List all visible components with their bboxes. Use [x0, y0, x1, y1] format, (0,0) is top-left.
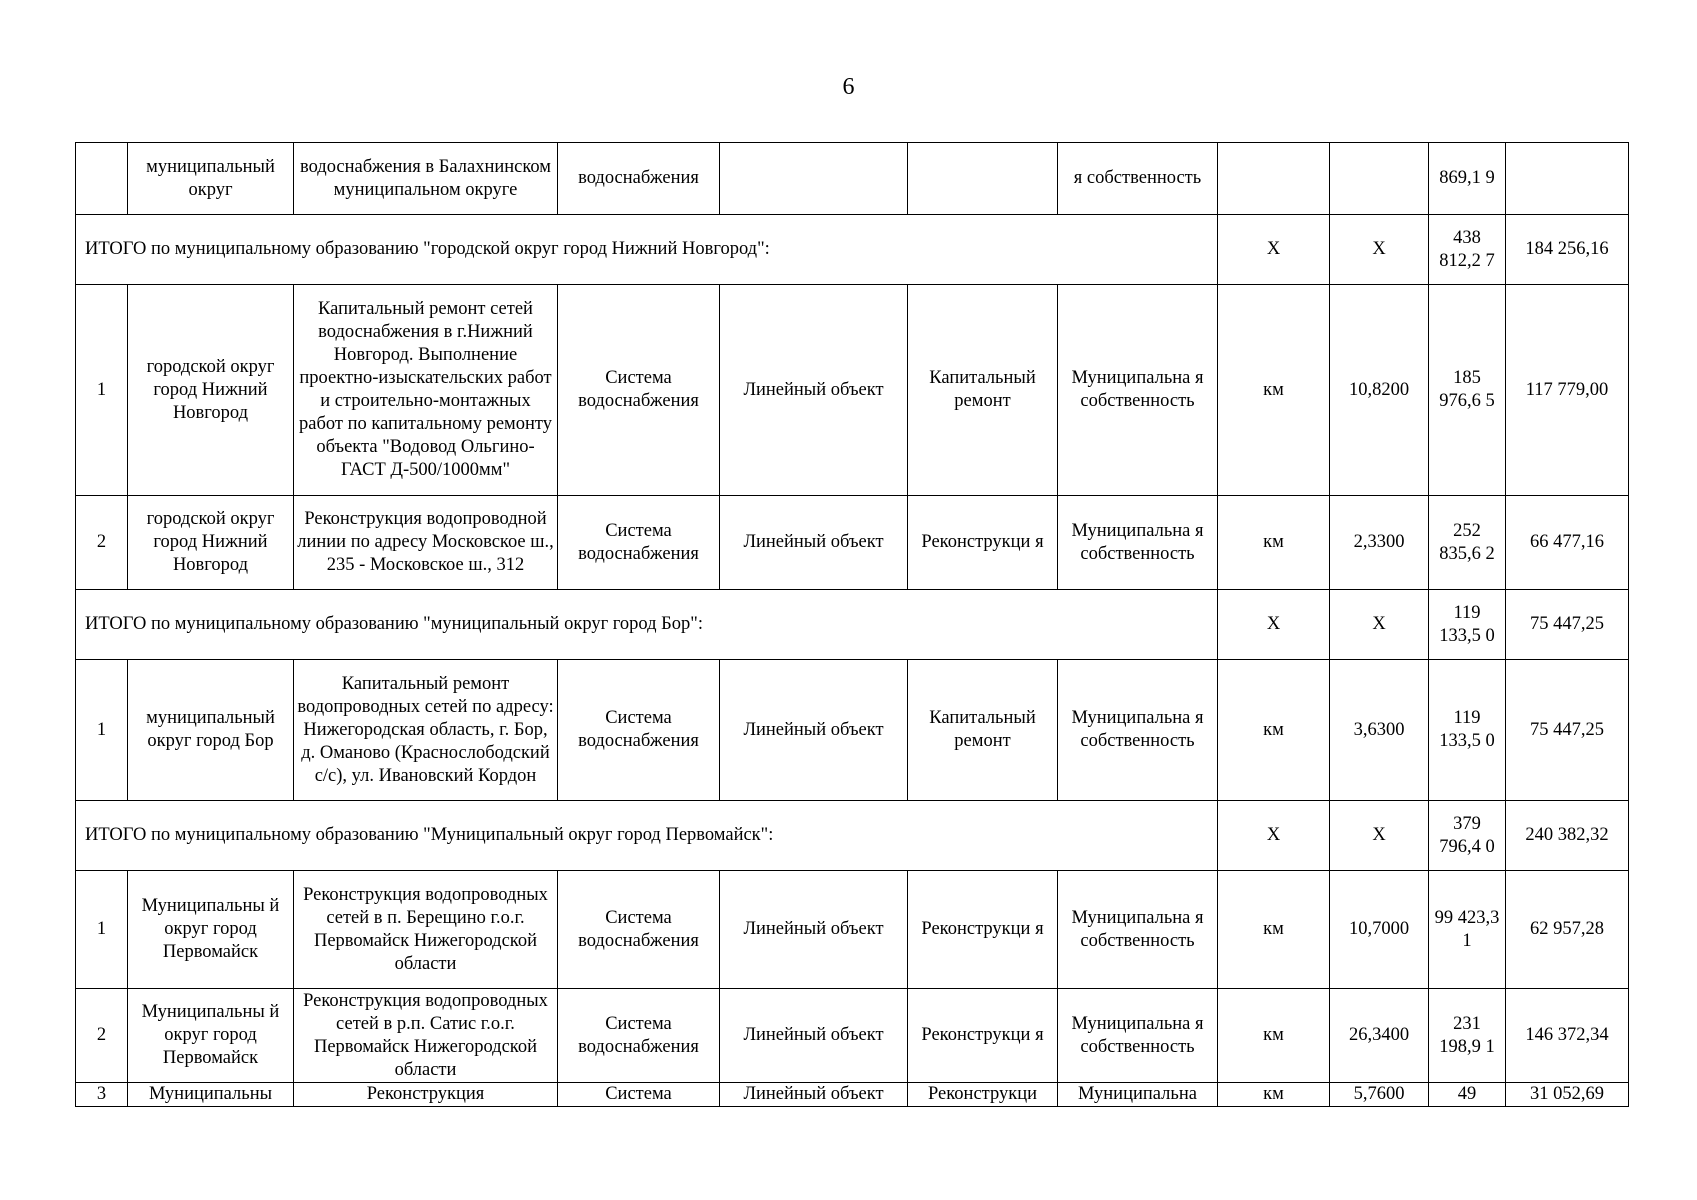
table-row	[76, 871, 1629, 989]
table-row	[76, 989, 1629, 1083]
investment-table	[75, 142, 1629, 1107]
summary-label: ИТОГО по муниципальному образованию "Муниципальный округ город Первомайск":	[76, 801, 1218, 871]
ownership-cell: Муниципальна я собственность	[1058, 496, 1218, 590]
object-type-cell: Линейный объект	[720, 496, 908, 590]
funding-cell: 146 372,34	[1506, 989, 1629, 1083]
object-name-cell: Капитальный ремонт водопроводных сетей по адресу: Нижегородская область, г. Бор, д. Оманово (Краснослободский с/с), ул. Ивановский Кордон	[294, 660, 558, 801]
funding-cell: 117 779,00	[1506, 285, 1629, 496]
ownership-cell: Муниципальна я собственность	[1058, 660, 1218, 801]
ownership-cell: Муниципальна я собственность	[1058, 285, 1218, 496]
quantity-cell: 5,7600	[1330, 1083, 1429, 1107]
municipality-cell: Муниципальны й округ город Первомайск	[128, 989, 294, 1083]
row-number-cell: 3	[76, 1083, 128, 1107]
total-cost-cell: 869,1 9	[1429, 143, 1506, 215]
table-row	[76, 496, 1629, 590]
municipality-cell: Муниципальны	[128, 1083, 294, 1107]
object-name-cell: Реконструкция водопроводной линии по адресу Московское ш., 235 - Московское ш., 312	[294, 496, 558, 590]
summary-row	[76, 801, 1629, 871]
municipality-cell: городской округ город Нижний Новгород	[128, 285, 294, 496]
object-type-cell: Линейный объект	[720, 1083, 908, 1107]
object-type-cell: Линейный объект	[720, 989, 908, 1083]
quantity-cell: 26,3400	[1330, 989, 1429, 1083]
funding-cell: 66 477,16	[1506, 496, 1629, 590]
object-name-cell: водоснабжения в Балахнинском муниципальном округе	[294, 143, 558, 215]
funding-cell: 75 447,25	[1506, 660, 1629, 801]
unit-cell: км	[1218, 285, 1330, 496]
summary-funding-cell: 75 447,25	[1506, 590, 1629, 660]
object-name-cell: Реконструкция	[294, 1083, 558, 1107]
summary-x-cell: Х	[1218, 215, 1330, 285]
work-type-cell: Капитальный ремонт	[908, 285, 1058, 496]
summary-x-cell: Х	[1330, 590, 1429, 660]
quantity-cell	[1330, 143, 1429, 215]
system-cell: Система водоснабжения	[558, 660, 720, 801]
total-cost-cell: 49	[1429, 1083, 1506, 1107]
object-type-cell	[720, 143, 908, 215]
row-number-cell: 1	[76, 871, 128, 989]
system-cell: Система водоснабжения	[558, 871, 720, 989]
funding-cell	[1506, 143, 1629, 215]
table-row	[76, 143, 1629, 215]
row-number-cell: 1	[76, 660, 128, 801]
total-cost-cell: 185 976,6 5	[1429, 285, 1506, 496]
summary-funding-cell: 240 382,32	[1506, 801, 1629, 871]
work-type-cell: Реконструкци я	[908, 871, 1058, 989]
work-type-cell: Реконструкци я	[908, 496, 1058, 590]
work-type-cell	[908, 143, 1058, 215]
object-name-cell: Реконструкция водопроводных сетей в р.п. Сатис г.о.г. Первомайск Нижегородской области	[294, 989, 558, 1083]
quantity-cell: 2,3300	[1330, 496, 1429, 590]
ownership-cell: Муниципальна я собственность	[1058, 871, 1218, 989]
quantity-cell: 10,8200	[1330, 285, 1429, 496]
object-type-cell: Линейный объект	[720, 285, 908, 496]
object-name-cell: Капитальный ремонт сетей водоснабжения в г.Нижний Новгород. Выполнение проектно-изыскательских работ и строительно-монтажных работ по капитальному ремонту объекта "Водовод Ольгино-ГАСТ Д-500/1000мм"	[294, 285, 558, 496]
work-type-cell: Капитальный ремонт	[908, 660, 1058, 801]
summary-label: ИТОГО по муниципальному образованию "муниципальный округ город Бор":	[76, 590, 1218, 660]
ownership-cell: Муниципальна я собственность	[1058, 989, 1218, 1083]
quantity-cell: 3,6300	[1330, 660, 1429, 801]
row-number-cell: 1	[76, 285, 128, 496]
row-number-cell	[76, 143, 128, 215]
total-cost-cell: 252 835,6 2	[1429, 496, 1506, 590]
summary-total-cell: 119 133,5 0	[1429, 590, 1506, 660]
ownership-cell: Муниципальна	[1058, 1083, 1218, 1107]
row-number-cell: 2	[76, 496, 128, 590]
municipality-cell: муниципальный округ	[128, 143, 294, 215]
funding-cell: 31 052,69	[1506, 1083, 1629, 1107]
summary-funding-cell: 184 256,16	[1506, 215, 1629, 285]
summary-label: ИТОГО по муниципальному образованию "городской округ город Нижний Новгород":	[76, 215, 1218, 285]
municipality-cell: Муниципальны й округ город Первомайск	[128, 871, 294, 989]
total-cost-cell: 119 133,5 0	[1429, 660, 1506, 801]
object-name-cell: Реконструкция водопроводных сетей в п. Берещино г.о.г. Первомайск Нижегородской области	[294, 871, 558, 989]
page-number: 6	[842, 74, 855, 100]
summary-total-cell: 438 812,2 7	[1429, 215, 1506, 285]
table-row	[76, 285, 1629, 496]
table-row	[76, 1083, 1629, 1107]
total-cost-cell: 231 198,9 1	[1429, 989, 1506, 1083]
unit-cell: км	[1218, 496, 1330, 590]
work-type-cell: Реконструкци	[908, 1083, 1058, 1107]
unit-cell	[1218, 143, 1330, 215]
summary-x-cell: Х	[1330, 215, 1429, 285]
unit-cell: км	[1218, 871, 1330, 989]
summary-x-cell: Х	[1330, 801, 1429, 871]
system-cell: Система водоснабжения	[558, 496, 720, 590]
unit-cell: км	[1218, 1083, 1330, 1107]
unit-cell: км	[1218, 660, 1330, 801]
work-type-cell: Реконструкци я	[908, 989, 1058, 1083]
unit-cell: км	[1218, 989, 1330, 1083]
system-cell: Система водоснабжения	[558, 989, 720, 1083]
object-type-cell: Линейный объект	[720, 871, 908, 989]
municipality-cell: муниципальный округ город Бор	[128, 660, 294, 801]
quantity-cell: 10,7000	[1330, 871, 1429, 989]
table-row	[76, 660, 1629, 801]
object-type-cell: Линейный объект	[720, 660, 908, 801]
summary-x-cell: Х	[1218, 590, 1330, 660]
summary-x-cell: Х	[1218, 801, 1330, 871]
system-cell: Система	[558, 1083, 720, 1107]
row-number-cell: 2	[76, 989, 128, 1083]
system-cell: Система водоснабжения	[558, 285, 720, 496]
funding-cell: 62 957,28	[1506, 871, 1629, 989]
total-cost-cell: 99 423,3 1	[1429, 871, 1506, 989]
system-cell: водоснабжения	[558, 143, 720, 215]
summary-row	[76, 590, 1629, 660]
ownership-cell: я собственность	[1058, 143, 1218, 215]
summary-row	[76, 215, 1629, 285]
municipality-cell: городской округ город Нижний Новгород	[128, 496, 294, 590]
summary-total-cell: 379 796,4 0	[1429, 801, 1506, 871]
